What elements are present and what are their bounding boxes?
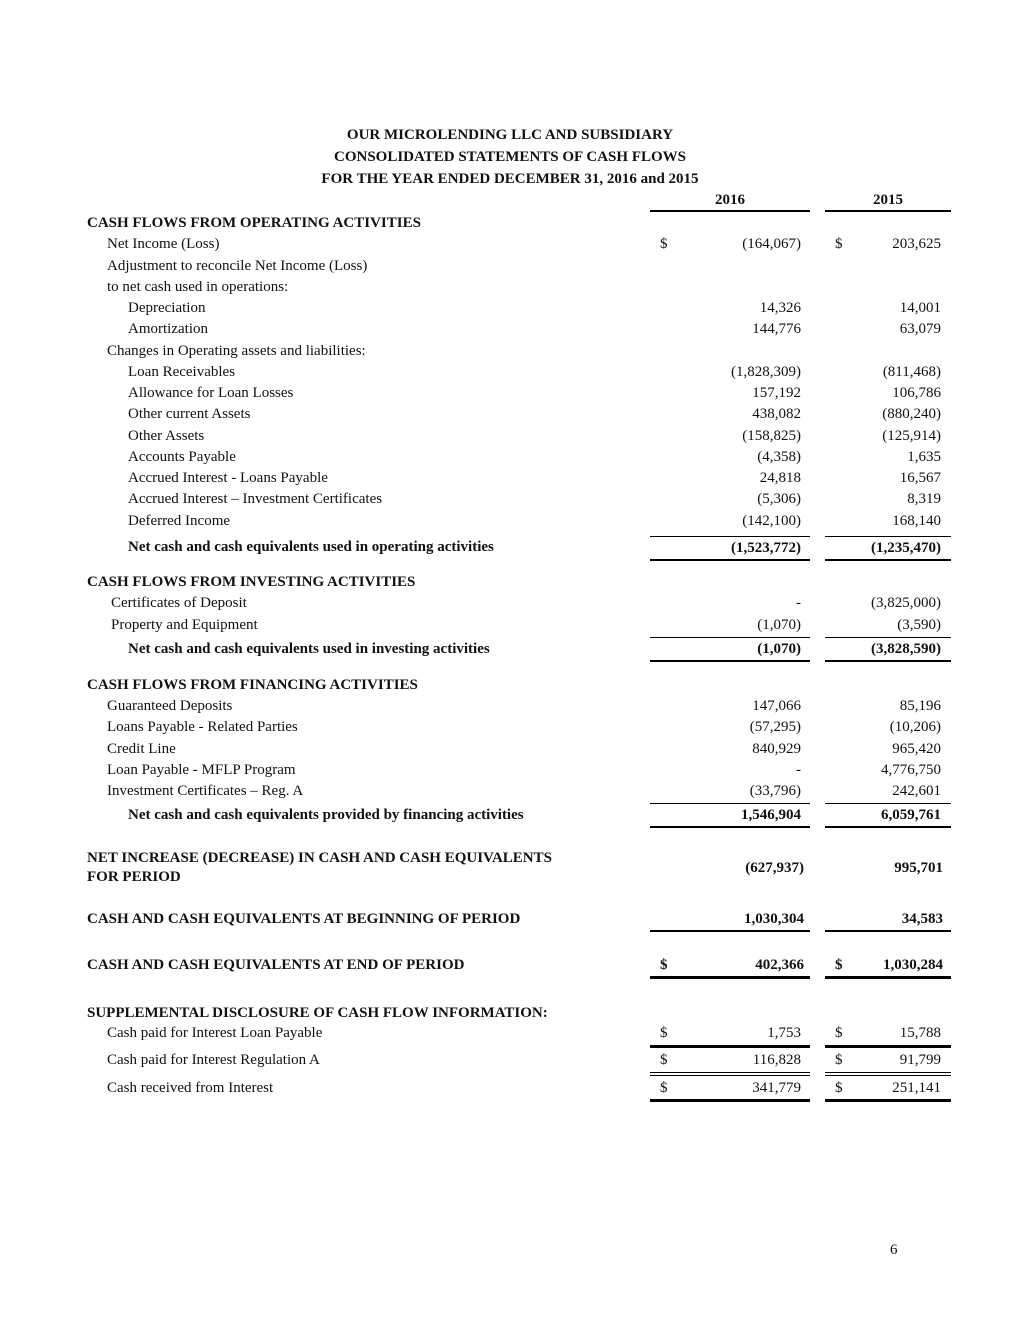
net-increase-row: NET INCREASE (DECREASE) IN CASH AND CASH EQUIVALENTS FOR PERIOD (627,937) 995,701 (87, 850, 943, 885)
table-row: Net Income (Loss) $ (164,067) $ 203,625 (107, 236, 941, 252)
statement-period: FOR THE YEAR ENDED DECEMBER 31, 2016 and 2015 (321, 171, 699, 187)
table-row: Accrued Interest – Investment Certificates (5,306) 8,319 (128, 491, 941, 507)
page-number: 6 (890, 1242, 898, 1258)
column-header-2015: 2015 (825, 192, 951, 212)
table-row: Loans Payable - Related Parties (57,295) (10,206) (107, 719, 941, 735)
table-row: Loan Payable - MFLP Program - 4,776,750 (107, 762, 941, 778)
section-title: CASH FLOWS FROM INVESTING ACTIVITIES (87, 574, 416, 590)
table-row: Cash paid for Interest Regulation A $ 116,828 $ 91,799 (0, 1052, 1020, 1073)
table-row: Cash received from Interest $ 341,779 $ 251,141 (0, 1080, 1020, 1101)
table-row: Cash paid for Interest Loan Payable $ 1,753 $ 15,788 (0, 1025, 1020, 1046)
beginning-cash-row: CASH AND CASH EQUIVALENTS AT BEGINNING OF PERIOD 1,030,304 34,583 (0, 911, 1020, 932)
section-title: CASH FLOWS FROM OPERATING ACTIVITIES (87, 215, 421, 231)
table-row: Deferred Income (142,100) 168,140 (128, 513, 941, 529)
section-title: CASH FLOWS FROM FINANCING ACTIVITIES (87, 677, 418, 693)
section-title: SUPPLEMENTAL DISCLOSURE OF CASH FLOW INFORMATION: (87, 1005, 548, 1021)
table-row: Depreciation 14,326 14,001 (128, 300, 941, 316)
table-row: Investment Certificates – Reg. A (33,796) 242,601 (107, 783, 941, 799)
subtotal-row: Net cash and cash equivalents used in investing activities (1,070) (3,828,590) (0, 637, 1020, 660)
table-row: Property and Equipment (1,070) (3,590) (111, 617, 941, 633)
table-row: Other current Assets 438,082 (880,240) (128, 406, 941, 422)
table-row: Amortization 144,776 63,079 (128, 321, 941, 337)
table-row: Allowance for Loan Losses 157,192 106,786 (128, 385, 941, 401)
table-row: Guaranteed Deposits 147,066 85,196 (107, 698, 941, 714)
subtotal-row: Net cash and cash equivalents used in operating activities (1,523,772) (1,235,470) (0, 536, 1020, 559)
statement-title: CONSOLIDATED STATEMENTS OF CASH FLOWS (333, 149, 686, 165)
company-name: OUR MICROLENDING LLC AND SUBSIDIARY (346, 127, 674, 143)
ending-cash-row: CASH AND CASH EQUIVALENTS AT END OF PERIOD $ 402,366 $ 1,030,284 (0, 957, 1020, 979)
column-header-2016: 2016 (650, 192, 810, 212)
table-row: Accrued Interest - Loans Payable 24,818 16,567 (128, 470, 941, 486)
table-row: Loan Receivables (1,828,309) (811,468) (128, 364, 941, 380)
table-row: Credit Line 840,929 965,420 (107, 741, 941, 757)
label-row: to net cash used in operations: (107, 279, 289, 295)
subtotal-row: Net cash and cash equivalents provided by financing activities 1,546,904 6,059,761 (0, 803, 1020, 826)
label-row: Adjustment to reconcile Net Income (Loss) (107, 258, 368, 274)
table-row: Certificates of Deposit - (3,825,000) (111, 595, 941, 611)
table-row: Accounts Payable (4,358) 1,635 (128, 449, 941, 465)
table-row: Other Assets (158,825) (125,914) (128, 428, 941, 444)
label-row: Changes in Operating assets and liabilities: (107, 343, 366, 359)
